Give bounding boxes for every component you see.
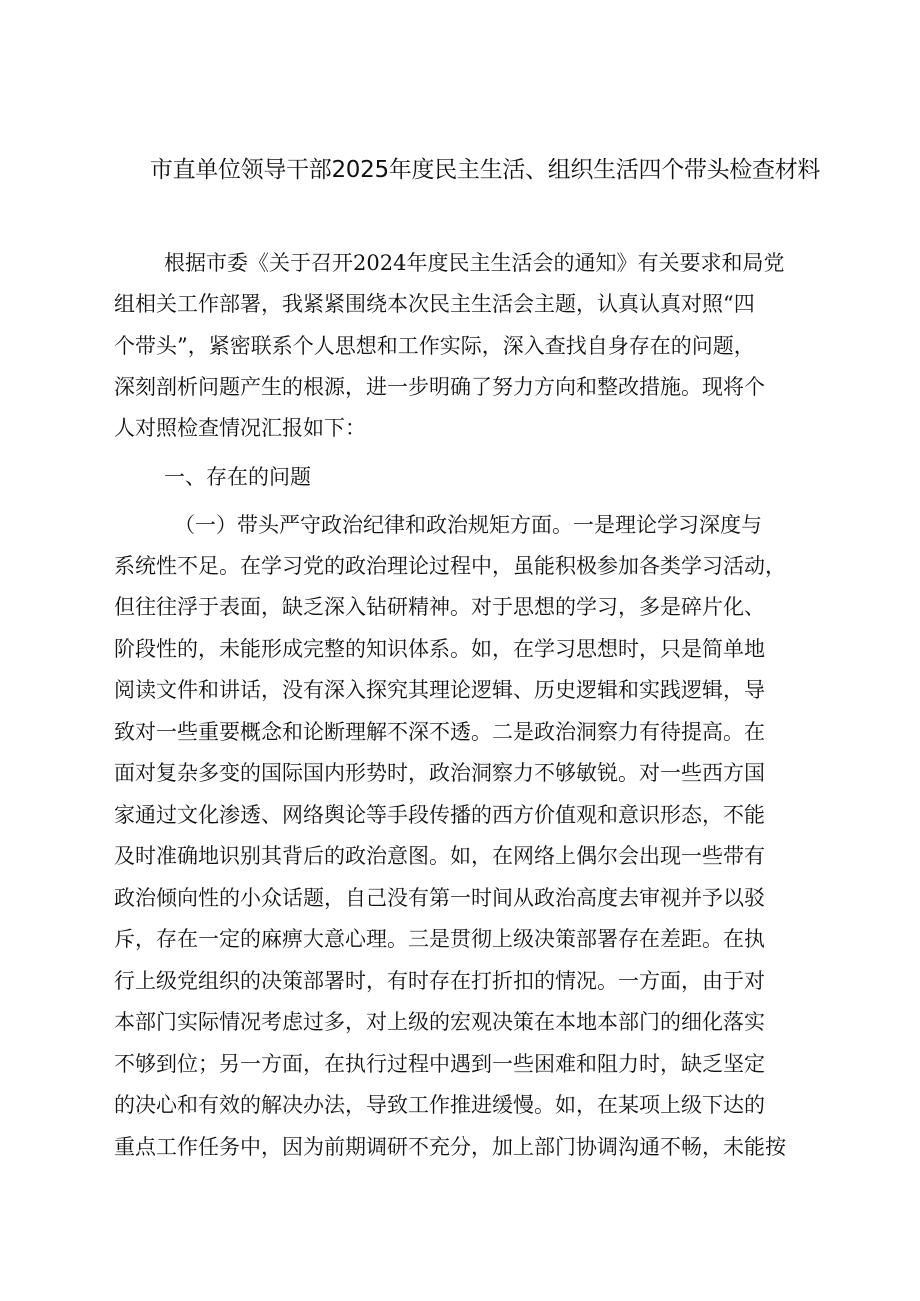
body-line: 家通过文化渗透、网络舆论等手段传播的西方价值观和意识形态，不能: [114, 803, 765, 827]
intro-line: 深刻剖析问题产生的根源，进一步明确了努力方向和整改措施。现将个: [114, 375, 765, 399]
intro-line: 根据市委《关于召开2024年度民主生活会的通知》有关要求和局党: [164, 251, 785, 275]
body-line: 但往往浮于表面，缺乏深入钻研精神。对于思想的学习，多是碎片化、: [114, 595, 765, 619]
document-title: 市直单位领导干部2025年度民主生活、组织生活四个带头检查材料: [149, 157, 821, 183]
body-line: 系统性不足。在学习党的政治理论过程中，虽能积极参加各类学习活动，: [114, 554, 786, 578]
section-heading: 一、存在的问题: [164, 465, 311, 489]
body-line: 斥，存在一定的麻痹大意心理。三是贯彻上级决策部署存在差距。在执: [114, 927, 765, 951]
body-line: 本部门实际情况考虑过多，对上级的宏观决策在本地本部门的细化落实: [114, 1010, 765, 1034]
body-line: 阅读文件和讲话，没有深入探究其理论逻辑、历史逻辑和实践逻辑，导: [114, 678, 765, 702]
body-line: 行上级党组织的决策部署时，有时存在打折扣的情况。一方面，由于对: [114, 969, 765, 993]
body-line: 政治倾向性的小众话题，自己没有第一时间从政治高度去审视并予以驳: [114, 886, 765, 910]
body-line: 阶段性的，未能形成完整的知识体系。如，在学习思想时，只是简单地: [114, 637, 765, 661]
body-line: 及时准确地识别其背后的政治意图。如，在网络上偶尔会出现一些带有: [114, 844, 765, 868]
body-line: （一）带头严守政治纪律和政治规矩方面。一是理论学习深度与: [174, 513, 762, 537]
intro-line: 个带头”，紧密联系个人思想和工作实际，深入查找自身存在的问题，: [114, 334, 755, 358]
body-line: 的决心和有效的解决办法，导致工作推进缓慢。如，在某项上级下达的: [114, 1093, 765, 1117]
body-line: 致对一些重要概念和论断理解不深不透。二是政治洞察力有待提高。在: [114, 720, 765, 744]
body-line: 面对复杂多变的国际国内形势时，政治洞察力不够敏锐。对一些西方国: [114, 761, 765, 785]
intro-line: 组相关工作部署，我紧紧围绕本次民主生活会主题，认真认真对照“四: [114, 292, 755, 316]
intro-line: 人对照检查情况汇报如下：: [114, 416, 366, 440]
body-line: 不够到位；另一方面，在执行过程中遇到一些困难和阻力时，缺乏坚定: [114, 1052, 765, 1076]
body-line: 重点工作任务中，因为前期调研不充分，加上部门协调沟通不畅，未能按: [114, 1135, 786, 1159]
